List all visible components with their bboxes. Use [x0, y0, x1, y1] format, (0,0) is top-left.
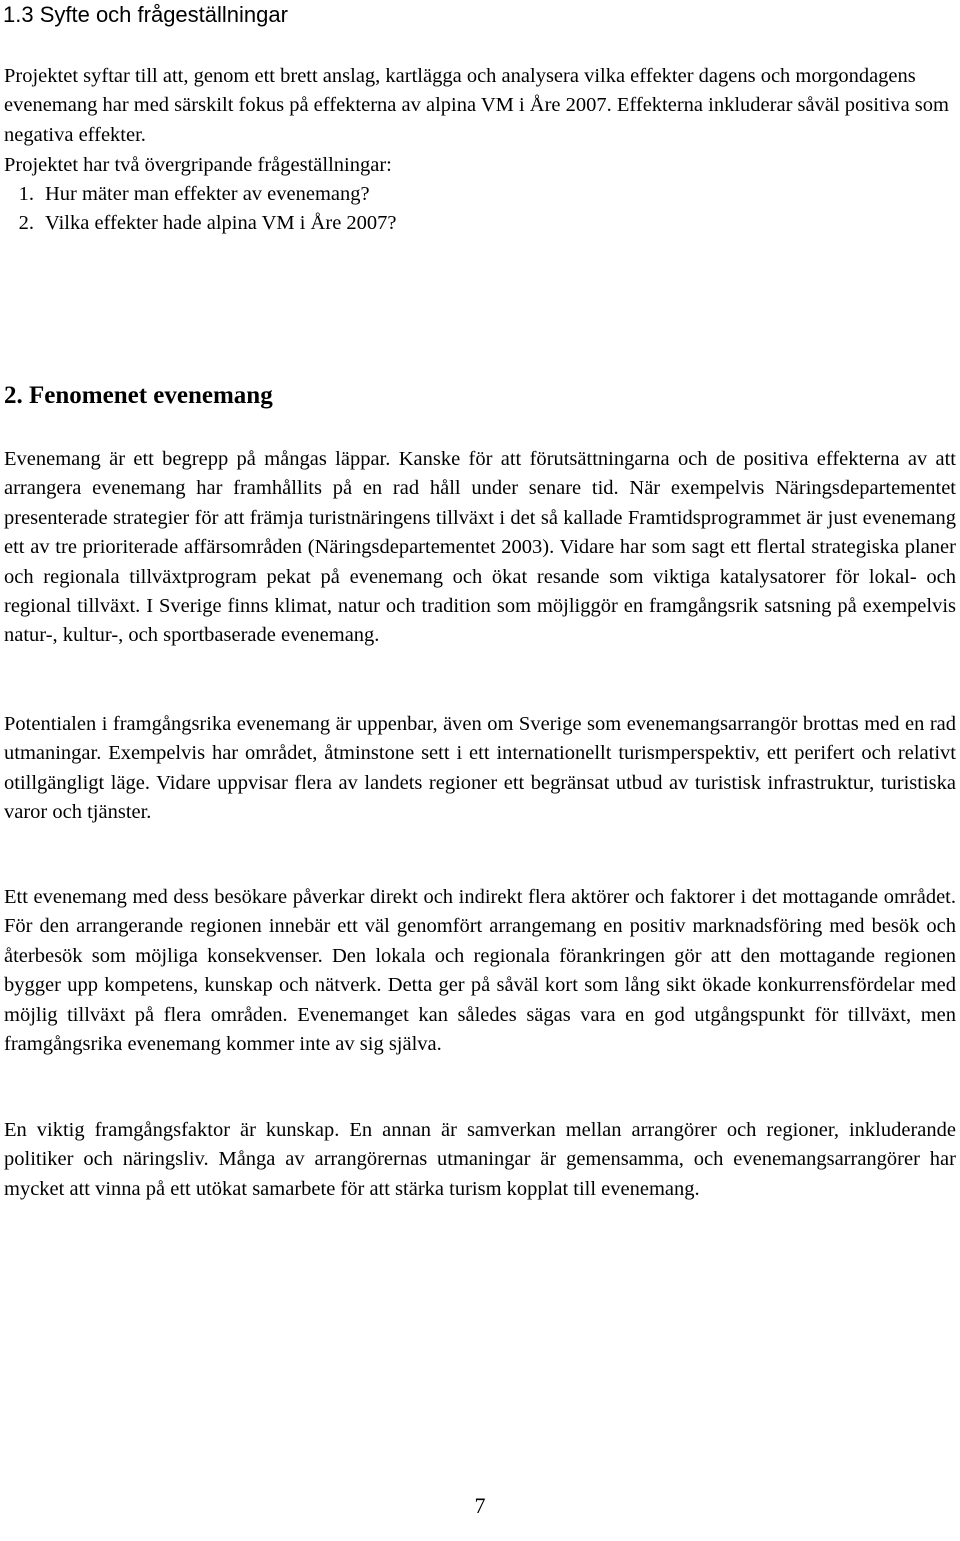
list-item-number: 1.	[18, 183, 34, 205]
section-heading-2: 2. Fenomenet evenemang	[4, 382, 273, 409]
paragraph-3: Ett evenemang med dess besökare påverkar direkt och indirekt flera aktörer och faktorer i det mottagande området. För den arrangerande regionen innebär ett väl genomfört arrangemang en positiv marknadsföring med besök och återbesök som möjliga konsekvenser. Den lokala och regionala förankringen gör att den mottagande regionen bygger upp kompetens, kunskap och nätverk. Detta ger på såväl kort som lång sikt ökade konkurrensfördelar med möjlig tillväxt på flera områden. Evenemanget kan således sägas vara en god utgångspunkt för tillväxt, men framgångsrika evenemang kommer inte av sig själva.	[4, 886, 956, 1056]
questions-list	[4, 180, 397, 239]
list-item	[4, 209, 397, 238]
list-item-text: Vilka effekter hade alpina VM i Åre 2007?	[45, 212, 397, 235]
paragraph-purpose: Projektet syftar till att, genom ett brett anslag, kartlägga och analysera vilka effekter dagens och morgondagens evenemang har med särskilt fokus på effekterna av alpina VM i Åre 2007. Effekterna inkluderar såväl positiva som negativa effekter.	[4, 65, 949, 146]
paragraph-4: En viktig framgångsfaktor är kunskap. En annan är samverkan mellan arrangörer och regioner, inkluderande politiker och näringsliv. Många av arrangörernas utmaningar är gemensamma, och evenemangsarrangörer har mycket att vinna på ett utökat samarbete för att stärka turism kopplat till evenemang.	[4, 1119, 956, 1200]
paragraph-1: Evenemang är ett begrepp på mångas läppar. Kanske för att förutsättningarna och de positiva effekterna av att arrangera evenemang har framhållits på en rad håll under senare tid. När exempelvis Näringsdepartementet presenterade strategier för att främja turistnäringens tillväxt i det så kallade Framtidsprogrammet är just evenemang ett av tre prioriterade affärsområden (Näringsdepartementet 2003). Vidare har som sagt ett flertal strategiska planer och regionala tillväxtprogram pekat på evenemang och ökat resande som viktiga katalysatorer för lokal- och regional tillväxt. I Sverige finns klimat, natur och tradition som möjliggör en framgångsrik satsning på exempelvis natur-, kultur-, och sportbaserade evenemang.	[4, 448, 956, 647]
page-number: 7	[474, 1493, 486, 1518]
section-heading-1-3: 1.3 Syfte och frågeställningar	[3, 2, 288, 27]
questions-intro: Projektet har två övergripande frågeställningar:	[4, 154, 392, 176]
paragraph-2: Potentialen i framgångsrika evenemang är uppenbar, även om Sverige som evenemangsarrangör brottas med en rad utmaningar. Exempelvis har området, åtminstone sett i ett internationellt turismperspektiv, ett perifert och relativt otillgängligt läge. Vidare uppvisar flera av landets regioner ett begränsat utbud av turistisk infrastruktur, turistiska varor och tjänster.	[4, 713, 956, 824]
list-item-number: 2.	[18, 212, 34, 235]
list-item-text: Hur mäter man effekter av evenemang?	[45, 183, 370, 205]
list-item	[4, 180, 397, 209]
